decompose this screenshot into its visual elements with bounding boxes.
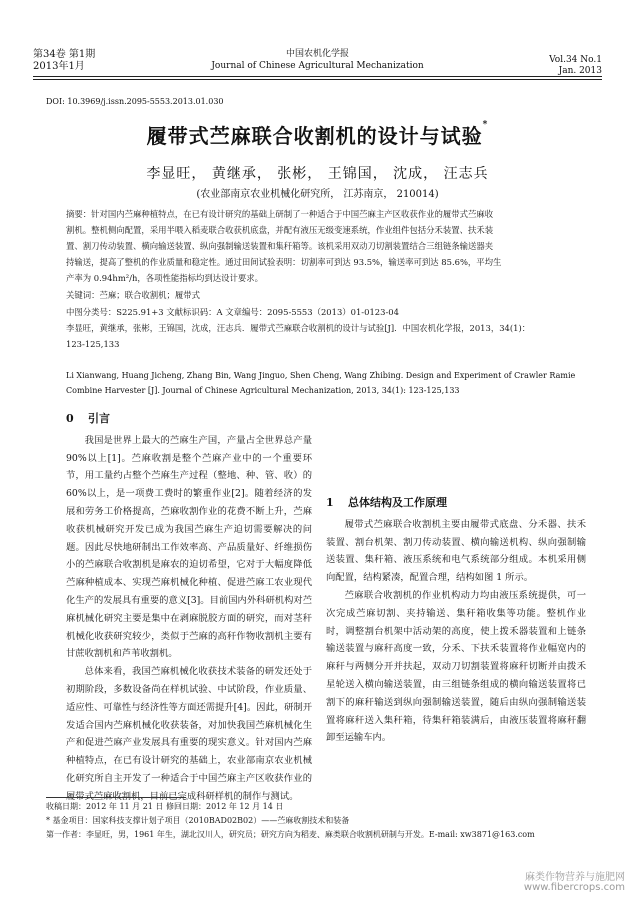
section-0-heading: [66, 410, 312, 428]
paper-title: [0, 120, 635, 149]
title-footnote-mark: *: [482, 120, 489, 130]
section-0-paragraph-2: 总体来看，我国苎麻机械化收获技术装备的研发还处于初期阶段，多数设备尚在样机试验、中试阶段，作业质量、适应性、可靠性与经济性等方面还需提升[4]。因此，研制开发适合国内苎麻机械化收获装备，对加快我国苎麻机械化生产和促进苎麻产业发展具有重要的现实意义。针对国内苎麻种植特点，在已有设计研究的基础上，农业部南京农业机械化研究所自主开发了一种适合于中国苎麻主产区收获作业的履带式苎麻收割机，目前已完成科研样机的制作与测试。: [66, 666, 312, 802]
doi: DOI: 10.3969/j.issn.2095-5553.2013.01.030: [46, 97, 224, 106]
title-text: 履带式苎麻联合收割机的设计与试验: [146, 124, 483, 148]
keywords: 关键词：苎麻；联合收割机；履带式: [66, 290, 200, 300]
watermark-url: www.fibercrops.com: [523, 882, 625, 893]
section-0-title: 引言: [88, 412, 110, 425]
volume-number: Vol.34 No.1: [549, 55, 602, 65]
section-1-title: 总体结构及工作原理: [348, 496, 447, 509]
footnote-fund: * 基金项目：国家科技支撑计划子项目（2010BAD02B02）——苎麻收割技术和装备: [46, 816, 350, 825]
abstract-line-5: 产率为 0.94hm²/h，各项性能指标均到达设计要求。: [66, 273, 263, 283]
citation-cn-line-1: 李显旺，黄继承，张彬，王锦国，沈成，汪志兵．履带式苎麻联合收割机的设计与试验[J]．中国农机化学报，2013，34(1)：: [66, 323, 531, 333]
footnote-author: 第一作者：李显旺，男，1961 年生，湖北汉川人，研究员；研究方向为稻麦、麻类联合收割机研制与开发。E-mail: xw3871@163.com: [46, 830, 535, 839]
section-1-paragraph-1: 履带式苎麻联合收割机主要由履带式底盘、分禾器、扶禾装置、割台机架、割刀传动装置、横向输送机构、纵向强制输送装置、集秆箱、液压系统和电气系统部分组成。本机采用侧向配置，结构紧凑，配置合理，结构如图 1 所示。: [326, 518, 586, 584]
left-column: [66, 406, 312, 806]
section-1-heading: [326, 494, 586, 512]
abstract-line-2: 割机。整机侧向配置，采用半喂入稻麦联合收获机底盘，并配有液压无级变速系统，作业组件包括分禾装置、扶禾装: [66, 225, 494, 235]
volume-info: [549, 55, 602, 77]
right-column: [326, 406, 586, 747]
section-0-number: 0: [66, 412, 74, 425]
footnote-rule: [46, 797, 186, 798]
journal-header: [0, 48, 635, 72]
citation-en: Li Xianwang, Huang Jicheng, Zhang Bin, Wang Jinguo, Shen Cheng, Wang Zhibing. Design and Experiment of Crawler Ramie Combine Harvester [J]. Journal of Chinese Agricultural Mechanization, 2013, 34(1): 123-125,133: [66, 371, 576, 395]
header-rule-bottom: [33, 79, 602, 80]
author-list: 李显旺， 黄继承， 张彬， 王锦国， 沈成， 汪志兵: [146, 166, 489, 182]
journal-name-en: Journal of Chinese Agricultural Mechanization: [211, 61, 424, 71]
affiliation: (农业部南京农业机械化研究所， 江苏南京， 210014): [196, 189, 439, 200]
section-1-paragraph-2: 苎麻联合收割机的作业机构动力均由液压系统提供，可一次完成苎麻切割、夹持输送、集秆箱收集等功能。整机作业时，调整割台机架中活动架的高度，使上拨禾器装置和上链条输送装置与麻秆高度一致，分禾、下扶禾装置将作业幅宽内的麻秆与两侧分开并扶起，双动刀切割装置将麻秆切断并由拨禾星轮送入横向输送装置，由三组链条组成的横向输送装置将已割下的麻秆输送到纵向强制输送装置，随后由纵向强制输送装置将麻秆送入集秆箱，待集秆箱装满后，由液压装置将麻秆翻卸至运输车内。: [326, 589, 586, 744]
classification: 中图分类号：S225.91+3 文献标识码：A 文章编号：2095-5553（2013）01-0123-04: [66, 307, 399, 317]
abstract-line-1: 摘要：针对国内苎麻种植特点，在已有设计研究的基础上研制了一种适合于中国苎麻主产区收获作业的履带式苎麻收: [66, 209, 494, 219]
header-rule-top: [33, 76, 602, 77]
issue-volume: 第34卷 第1期: [33, 49, 96, 60]
section-0-paragraph-1: 我国是世界上最大的苎麻生产国，产量占全世界总产量 90%以上[1]。苎麻收割是整个苎麻产业中的一个重要环节，用工量约占整个苎麻生产过程（整地、种、管、收）的 60%以上，是一项费工费时的繁重作业[2]。随着经济的发展和劳务工价格提高，苎麻收割作业的花费不断上升，苎麻收获机械研究开发已成为我国苎麻生产迫切需要解决的问题。因此尽快地研制出工作效率高、产品质量好、纤维损伤小的苎麻联合收割机是麻农的迫切希望，它对于大幅度降低苎麻种植成本、实现苎麻机械化种植、促进苎麻工农业现代化生产的发展具有重要的意义[3]。目前国内外科研机构对苎麻机械化研究主要是集中在剥麻脱胶方面的研究，而对茎秆机械化收获研究较少，类似于苎麻的高秆作物收割机主要有甘蔗收割机和芦苇收割机。: [66, 434, 312, 660]
issue-date: 2013年1月: [33, 61, 85, 72]
citation-cn-line-2: 123-125,133: [66, 339, 120, 349]
watermark-site-name: 麻类作物营养与施肥网: [525, 872, 625, 883]
journal-name-cn: 中国农机化学报: [285, 49, 349, 59]
footnote-dates: 收稿日期：2012 年 11 月 21 日 修回日期：2012 年 12 月 14 日: [46, 802, 284, 811]
abstract-line-3: 置、割刀传动装置、横向输送装置、纵向强制输送装置和集秆箱等。该机采用双动刀切割装置结合三组链条输送器夹: [66, 241, 494, 251]
section-1-number: 1: [326, 496, 334, 509]
abstract-line-4: 持输送，提高了整机的作业质量和稳定性。通过田间试验表明：切割率可到达 93.5%，输送率可到达 85.6%，平均生: [66, 257, 502, 267]
volume-date: Jan. 2013: [558, 66, 602, 76]
